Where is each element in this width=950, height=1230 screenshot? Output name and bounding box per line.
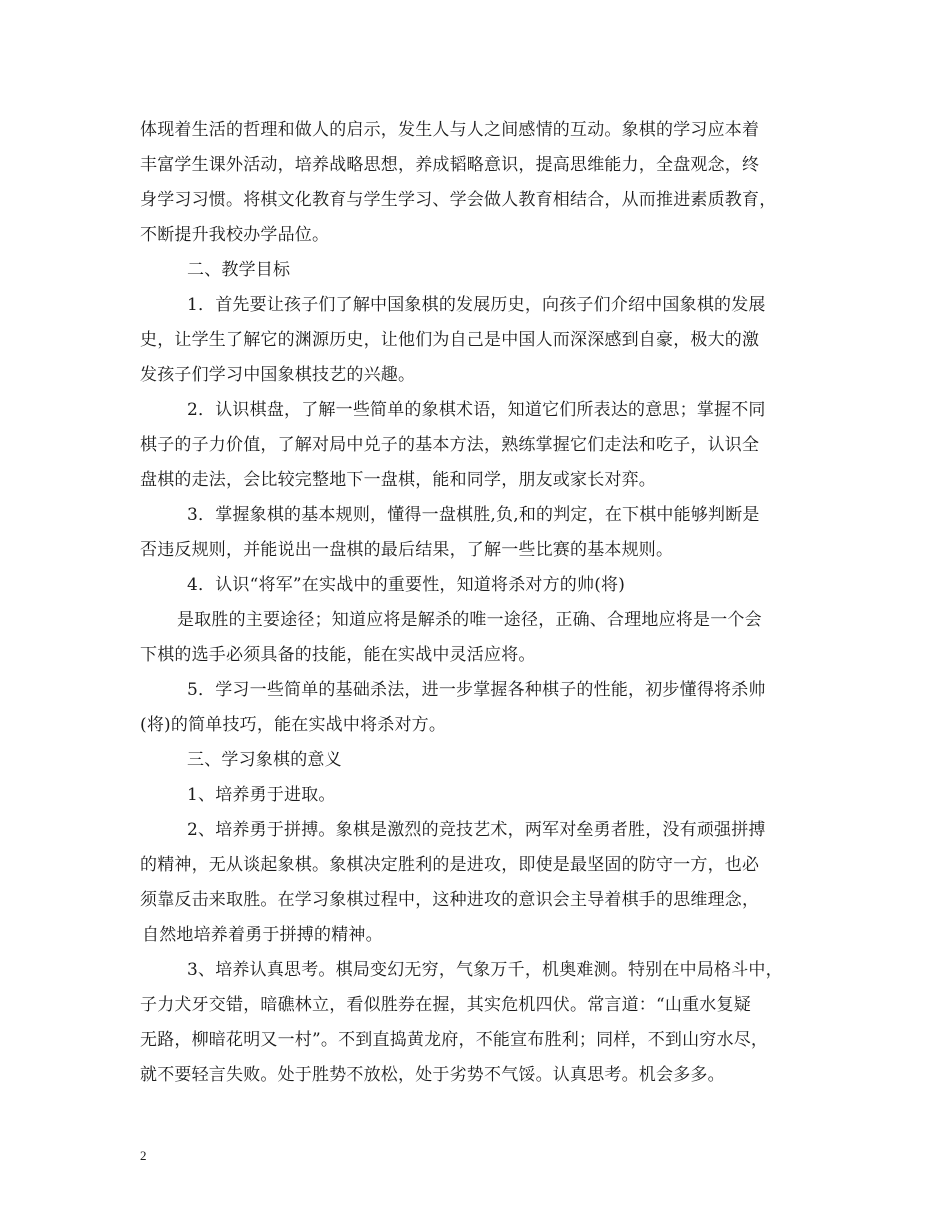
paragraph-line: (将)的简单技巧，能在实战中将杀对方。: [140, 715, 447, 735]
paragraph-line: 的精神，无从谈起象棋。象棋决定胜利的是进攻，即使是最坚固的防守一方，也必: [140, 855, 760, 875]
paragraph-line: 1、培养勇于进取。: [187, 785, 336, 805]
paragraph-line: 棋子的子力价值，了解对局中兑子的基本方法，熟练掌握它们走法和吃子，认识全: [140, 435, 760, 455]
paragraph-line: 2、培养勇于拼搏。象棋是激烈的竞技艺术，两军对垒勇者胜，没有顽强拼搏: [187, 820, 766, 840]
paragraph-line: 1．首先要让孩子们了解中国象棋的发展历史，向孩子们介绍中国象棋的发展: [187, 295, 766, 315]
paragraph-line: 是取胜的主要途径；知道应将是解杀的唯一途径，正确、合理地应将是一个会: [177, 610, 762, 630]
paragraph-line: 无路，柳暗花明又一村”。不到直捣黄龙府，不能宣布胜利；同样，不到山穷水尽，: [140, 1030, 769, 1050]
paragraph-line: 发孩子们学习中国象棋技艺的兴趣。: [140, 365, 416, 385]
paragraph-line: 下棋的选手必须具备的技能，能在实战中灵活应将。: [140, 645, 536, 665]
paragraph-line: 4．认识“将军”在实战中的重要性，知道将杀对方的帅(将): [187, 575, 626, 595]
paragraph-line: 须靠反击来取胜。在学习象棋过程中，这种进攻的意识会主导着棋手的思维理念，: [140, 890, 760, 910]
paragraph-line: 史，让学生了解它的渊源历史，让他们为自己是中国人而深深感到自豪，极大的激: [140, 330, 760, 350]
paragraph-line: 体现着生活的哲理和做人的启示，发生人与人之间感情的互动。象棋的学习应本着: [140, 120, 760, 140]
paragraph-line: 自然地培养着勇于拼搏的精神。: [142, 925, 383, 945]
paragraph-line: 盘棋的走法，会比较完整地下一盘棋，能和同学，朋友或家长对弈。: [140, 470, 656, 490]
paragraph-line: 身学习习惯。将棋文化教育与学生学习、学会做人教育相结合，从而推进素质教育，: [140, 190, 777, 210]
section-heading: 三、学习象棋的意义: [187, 750, 342, 770]
paragraph-line: 子力犬牙交错，暗礁林立，看似胜券在握，其实危机四伏。常言道：“山重水复疑: [140, 995, 751, 1015]
section-heading: 二、教学目标: [187, 260, 291, 280]
paragraph-line: 丰富学生课外活动，培养战略思想，养成韬略意识，提高思维能力，全盘观念，终: [140, 155, 760, 175]
page-number: 2: [140, 1148, 147, 1163]
body-text: [140, 113, 820, 1093]
paragraph-line: 3．掌握象棋的基本规则，懂得一盘棋胜,负,和的判定，在下棋中能够判断是: [187, 505, 760, 525]
paragraph-line: 2．认识棋盘，了解一些简单的象棋术语，知道它们所表达的意思；掌握不同: [187, 400, 766, 420]
paragraph-line: 不断提升我校办学品位。: [140, 225, 330, 245]
paragraph-line: 3、培养认真思考。棋局变幻无穷，气象万千，机奥难测。特别在中局格斗中，: [187, 960, 783, 980]
paragraph-line: 5．学习一些简单的基础杀法，进一步掌握各种棋子的性能，初步懂得将杀帅: [187, 680, 766, 700]
paragraph-line: 就不要轻言失败。处于胜势不放松，处于劣势不气馁。认真思考。机会多多。: [140, 1065, 725, 1085]
paragraph-line: 否违反规则，并能说出一盘棋的最后结果，了解一些比赛的基本规则。: [140, 540, 674, 560]
